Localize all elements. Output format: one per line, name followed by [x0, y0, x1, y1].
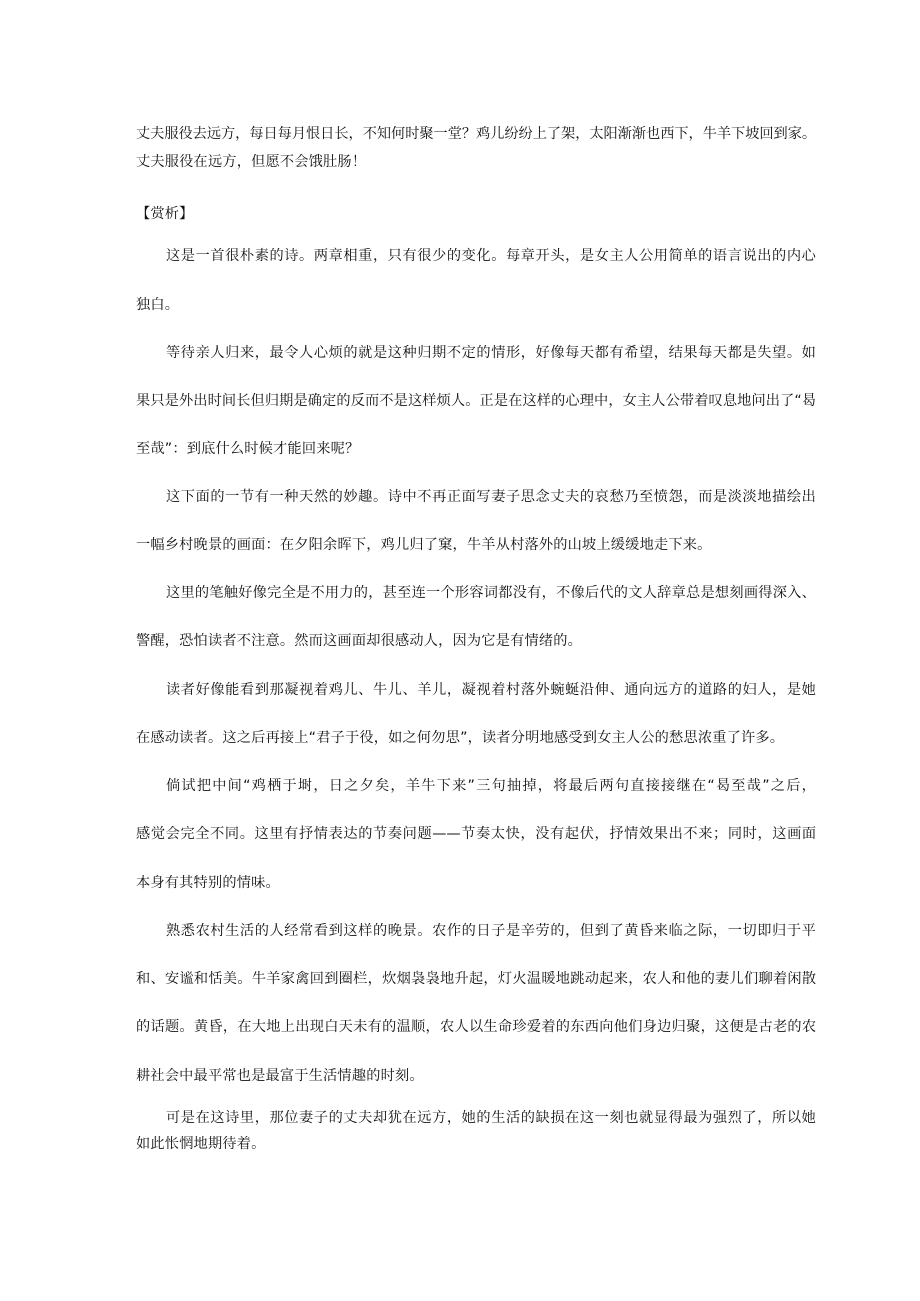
paragraph-4-line-1: 这里的笔触好像完全是不用力的，甚至连一个形容词都没有，不像后代的文人辞章总是想刻画得深入、 — [166, 585, 816, 601]
paragraph-8-line-1: 可是在这诗里，那位妻子的丈夫却犹在远方，她的生活的缺损在这一刻也就显得最为强烈了，所以她 — [166, 1110, 816, 1126]
translation-line-2: 丈夫服役在远方，但愿不会饿肚肠！ — [136, 154, 367, 170]
paragraph-2-line-2: 果只是外出时间长但归期是确定的反而不是这样烦人。正是在这样的心理中，女主人公带着叹息地问出了“曷 — [136, 393, 816, 409]
paragraph-1-line-1: 这是一首很朴素的诗。两章相重，只有很少的变化。每章开头，是女主人公用简单的语言说出的内心 — [166, 248, 816, 264]
paragraph-7-line-3: 的话题。黄昏，在大地上出现白天未有的温顺，农人以生命珍爱着的东西向他们身边归聚，这便是古老的农 — [136, 1019, 816, 1035]
paragraph-7-line-4: 耕社会中最平常也是最富于生活情趣的时刻。 — [136, 1068, 424, 1084]
paragraph-6-line-2: 感觉会完全不同。这里有抒情表达的节奏问题——节奏太快，没有起伏，抒情效果出不来；同时，这画面 — [136, 826, 816, 842]
paragraph-1-line-2: 独白。 — [136, 297, 180, 313]
paragraph-7-line-2: 和、安谧和恬美。牛羊家禽回到圈栏，炊烟袅袅地升起，灯火温暖地跳动起来，农人和他的妻儿们聊着闲散 — [136, 971, 816, 987]
paragraph-4-line-2: 警醒，恐怕读者不注意。然而这画面却很感动人，因为它是有情绪的。 — [136, 633, 583, 649]
paragraph-7-line-1: 熟悉农村生活的人经常看到这样的晚景。农作的日子是辛劳的，但到了黄昏来临之际，一切即归于平 — [166, 923, 816, 939]
paragraph-8-line-2: 如此怅惘地期待着。 — [136, 1136, 266, 1152]
paragraph-6-line-1: 倘试把中间“鸡栖于埘，日之夕矣，羊牛下来”三句抽掉，将最后两句直接接继在“曷至哉”之后， — [166, 778, 816, 794]
paragraph-5-line-2: 在感动读者。这之后再接上“君子于役，如之何勿思”，读者分明地感受到女主人公的愁思浓重了许多。 — [136, 730, 785, 746]
paragraph-6-line-3: 本身有其特别的情味。 — [136, 875, 280, 891]
paragraph-2-line-3: 至哉”：到底什么时候才能回来呢？ — [136, 441, 360, 457]
paragraph-5-line-1: 读者好像能看到那凝视着鸡儿、牛儿、羊儿，凝视着村落外蜿蜒沿伸、通向远方的道路的妇人，是她 — [166, 682, 816, 698]
translation-line-1: 丈夫服役去远方，每日每月恨日长，不知何时聚一堂？鸡儿纷纷上了架，太阳渐渐也西下，牛羊下坡回到家。 — [136, 126, 816, 142]
section-heading: 【赏析】 — [136, 206, 194, 222]
paragraph-3-line-2: 一幅乡村晚景的画面：在夕阳余晖下，鸡儿归了窠，牛羊从村落外的山坡上缓缓地走下来。 — [136, 537, 712, 553]
paragraph-3-line-1: 这下面的一节有一种天然的妙趣。诗中不再正面写妻子思念丈夫的哀愁乃至愤怨，而是淡淡地描绘出 — [166, 489, 816, 505]
paragraph-2-line-1: 等待亲人归来，最令人心烦的就是这种归期不定的情形，好像每天都有希望，结果每天都是失望。如 — [166, 345, 816, 361]
